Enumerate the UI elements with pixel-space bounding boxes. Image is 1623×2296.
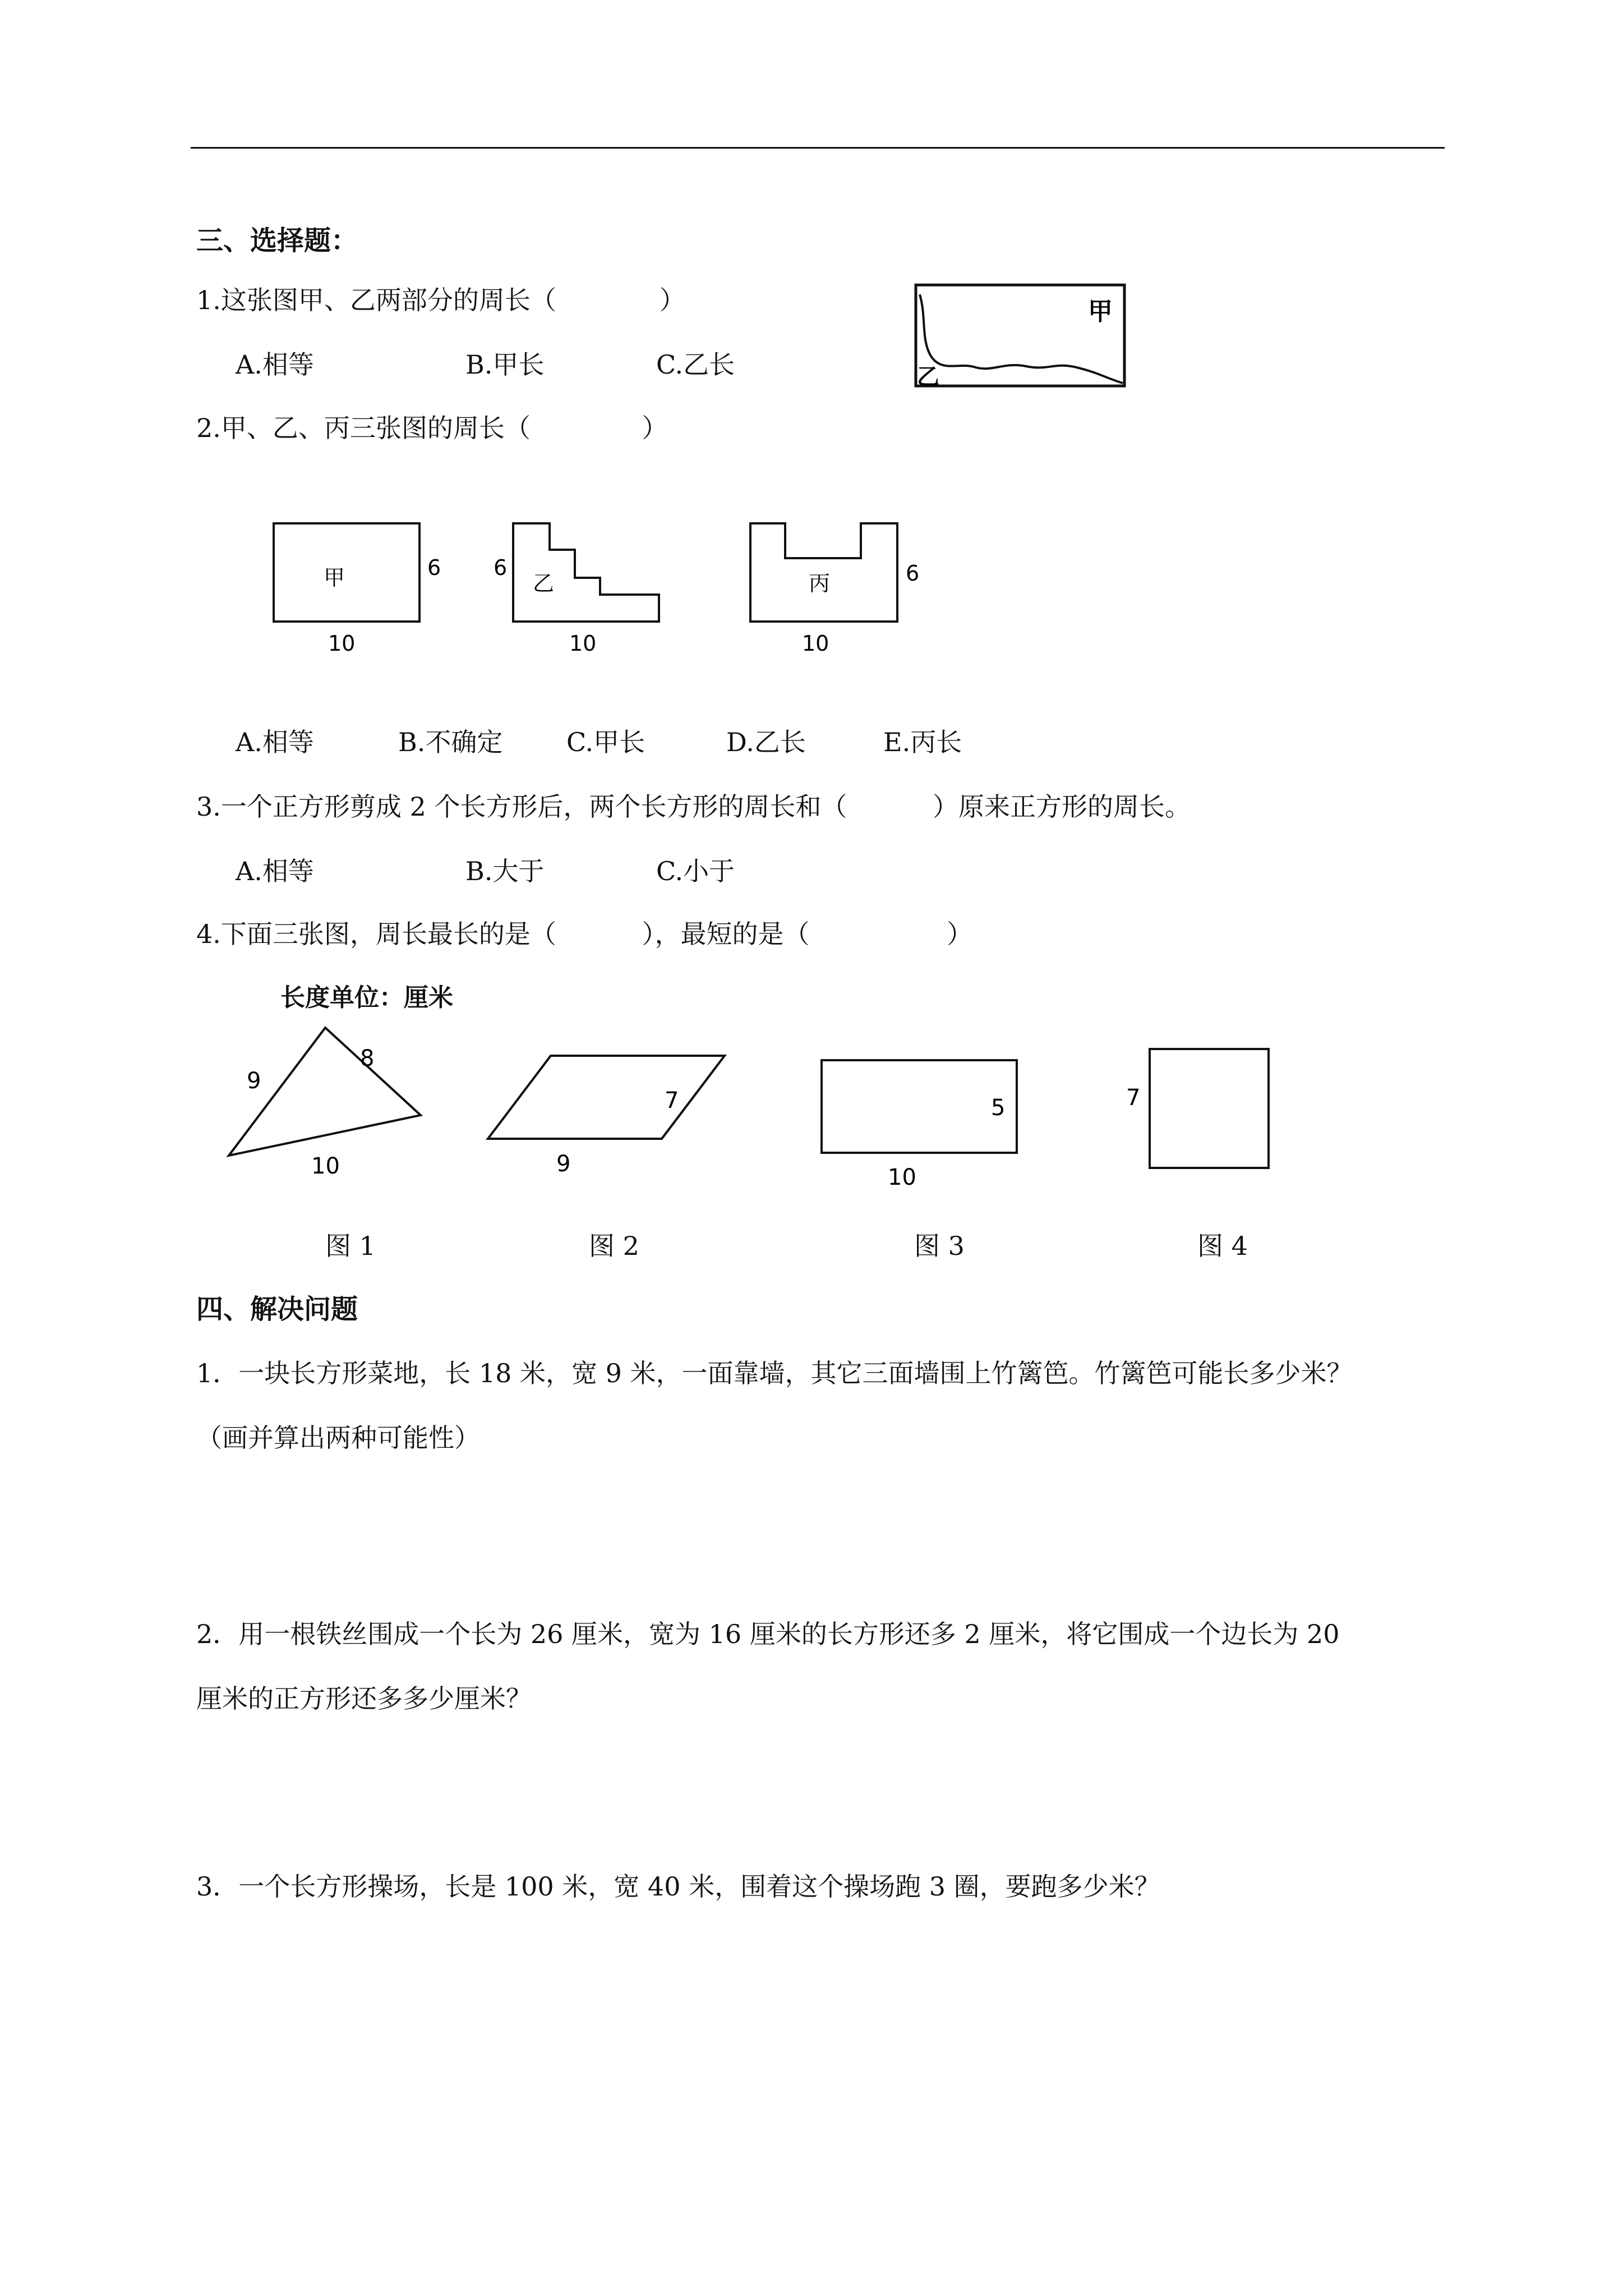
q3-text: 3.一个正方形剪成 2 个长方形后，两个长方形的周长和（ ）原来正方形的周长。 xyxy=(196,792,1191,822)
q4-figure-rectangle xyxy=(816,1055,1029,1200)
q2-text: 2.甲、乙、丙三张图的周长（ ） xyxy=(196,413,668,443)
q2-option-b: B.不确定 xyxy=(398,727,503,757)
q4-square-side: 7 xyxy=(1126,1085,1141,1111)
q4-caption-1: 图 1 xyxy=(325,1231,376,1261)
q2-option-c: C.甲长 xyxy=(566,727,645,757)
q2-bing-height: 6 xyxy=(906,561,920,586)
q2-yi-name: 乙 xyxy=(533,571,555,596)
q4-figure-parallelogram xyxy=(482,1049,735,1184)
q2-figure-yi xyxy=(494,519,673,659)
q1-figure xyxy=(914,283,1127,390)
q2-yi-width: 10 xyxy=(569,631,597,656)
q3-option-b: B.大于 xyxy=(465,856,545,886)
problem3-text: 3．一个长方形操场，长是 100 米，宽 40 米，围着这个操场跑 3 圈，要跑多少米？ xyxy=(196,1871,1160,1902)
problem2-line2: 厘米的正方形还多多少厘米？ xyxy=(196,1683,532,1714)
q2-option-d: D.乙长 xyxy=(726,727,806,757)
q4-rectangle-height: 5 xyxy=(991,1095,1006,1121)
q2-bing-width: 10 xyxy=(802,631,829,656)
section3-heading: 三、选择题： xyxy=(196,225,358,256)
q4-figure-square xyxy=(1122,1043,1290,1178)
problem1-line1: 1．一块长方形菜地，长 18 米，宽 9 米，一面靠墙，其它三面墙围上竹篱笆。竹篱笆可能长多少米？ xyxy=(196,1358,1353,1388)
q1-option-b: B.甲长 xyxy=(465,349,545,380)
q4-caption-4: 图 4 xyxy=(1197,1231,1248,1261)
q4-triangle-c: 10 xyxy=(311,1153,340,1179)
q4-triangle-b: 8 xyxy=(360,1046,375,1071)
q1-label-yi: 乙 xyxy=(917,364,939,390)
q4-parallelogram-base: 9 xyxy=(556,1151,571,1177)
q4-rectangle-width: 10 xyxy=(888,1165,916,1190)
q2-option-e: E.丙长 xyxy=(883,727,962,757)
q4-unit-note: 长度单位：厘米 xyxy=(280,983,453,1012)
q4-text: 4.下面三张图，周长最长的是（ ），最短的是（ ） xyxy=(196,919,973,949)
q4-figure-triangle xyxy=(213,1021,437,1178)
section4-heading: 四、解决问题 xyxy=(196,1294,358,1325)
q2-bing-name: 丙 xyxy=(809,571,831,596)
q1-option-c: C.乙长 xyxy=(656,349,735,380)
q4-triangle-a: 9 xyxy=(247,1068,261,1094)
q3-option-c: C.小于 xyxy=(656,856,735,886)
q2-figure-bing xyxy=(746,519,925,659)
q1-text: 1.这张图甲、乙两部分的周长（ ） xyxy=(196,285,685,315)
problem1-line2: （画并算出两种可能性） xyxy=(196,1423,480,1453)
problem2-line1: 2．用一根铁丝围成一个长为 26 厘米，宽为 16 厘米的长方形还多 2 厘米，将它围成一个边长为 20 xyxy=(196,1619,1340,1649)
q2-jia-height: 6 xyxy=(427,555,441,580)
q3-option-a: A.相等 xyxy=(236,856,314,886)
q4-caption-3: 图 3 xyxy=(914,1231,965,1261)
q2-jia-name: 甲 xyxy=(324,565,345,590)
q4-caption-2: 图 2 xyxy=(589,1231,639,1261)
q2-yi-height: 6 xyxy=(494,555,508,580)
q2-option-a: A.相等 xyxy=(236,727,314,757)
q2-jia-width: 10 xyxy=(328,631,356,656)
q1-option-a: A.相等 xyxy=(236,349,314,380)
q2-figure-jia xyxy=(269,519,449,659)
q1-label-jia: 甲 xyxy=(1088,297,1113,326)
q4-parallelogram-side: 7 xyxy=(665,1088,679,1114)
header-rule xyxy=(191,147,1445,149)
